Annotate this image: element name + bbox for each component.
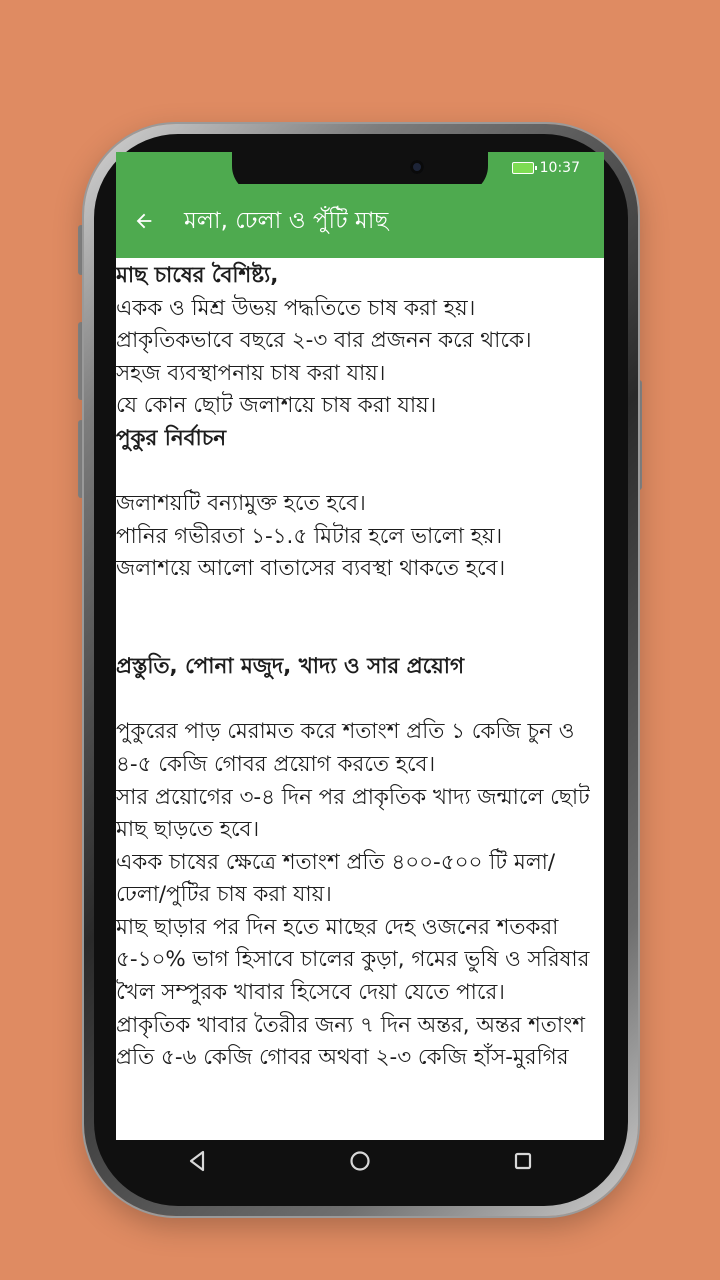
system-nav-bar — [116, 1140, 604, 1182]
status-indicators — [512, 158, 580, 178]
paragraph-line: সার প্রয়োগের ৩-৪ দিন পর প্রাকৃতিক খাদ্য জন্মালে ছোট মাছ ছাড়তে হবে। — [116, 784, 597, 843]
paragraph-line: একক চাষের ক্ষেত্রে শতাংশ প্রতি ৪০০-৫০০ টি মলা/ঢেলা/পুটির চাষ করা যায়। — [116, 849, 556, 908]
page-title: মলা, ঢেলা ও পুঁটি মাছ — [184, 207, 389, 234]
article-scroll-area[interactable] — [116, 258, 604, 1070]
app-bar — [116, 184, 604, 258]
paragraph-line: পুকুরের পাড় মেরামত করে শতাংশ প্রতি ১ কেজি চুন ও ৪-৫ কেজি গোবর প্রয়োগ করতে হবে। — [116, 719, 582, 777]
section-heading: পুকুর নির্বাচন — [116, 425, 227, 451]
blank-line — [116, 586, 604, 619]
blank-line — [116, 684, 604, 717]
status-time: 10:37 — [539, 160, 580, 176]
square-recents-icon[interactable] — [503, 1141, 543, 1181]
paragraph-line: প্রাকৃতিক খাবার তৈরীর জন্য ৭ দিন অন্তর, অন্তর শতাংশ প্রতি ৫-৬ কেজি গোবর অথবা ২-৩ কেজি হাঁস-মুরগির — [116, 1012, 585, 1071]
phone-screen — [116, 152, 604, 1140]
battery-icon — [512, 162, 534, 174]
paragraph-line: যে কোন ছোট জলাশয়ে চাষ করা যায়। — [116, 393, 437, 419]
section-heading: প্রস্তুতি, পোনা মজুদ, খাদ্য ও সার প্রয়োগ — [116, 654, 464, 680]
paragraph-line: সহজ ব্যবস্থাপনায় চাষ করা যায়। — [116, 360, 386, 386]
paragraph-line: একক ও মিশ্র উভয় পদ্ধতিতে চাষ করা হয়। — [116, 295, 476, 321]
blank-line — [116, 619, 604, 652]
triangle-back-icon[interactable] — [177, 1141, 217, 1181]
front-camera — [410, 160, 424, 174]
content-bottom-padding — [116, 1070, 604, 1140]
paragraph-line: মাছ ছাড়ার পর দিন হতে মাছের দেহ ওজনের শতকরা ৫-১০% ভাগ হিসাবে চালের কুড়া, গমের ভুষি ও সরিষার খৈল সম্পুরক খাবার হিসেবে দেয়া যেতে পারে। — [116, 914, 597, 1006]
paragraph-line: জলাশয়ে আলো বাতাসের ব্যবস্থা থাকতে হবে। — [116, 556, 506, 582]
article-body — [116, 258, 604, 1107]
blank-line — [116, 456, 604, 489]
section-heading: মাছ চাষের বৈশিষ্ট্য, — [116, 263, 279, 288]
paragraph-line: পানির গভীরতা ১-১.৫ মিটার হলে ভালো হয়। — [116, 523, 503, 549]
circle-home-icon[interactable] — [340, 1141, 380, 1181]
paragraph-line: জলাশয়টি বন্যামুক্ত হতে হবে। — [116, 491, 366, 517]
paragraph-line: প্রাকৃতিকভাবে বছরে ২-৩ বার প্রজনন করে থাকে। — [116, 328, 532, 354]
arrow-left-icon[interactable] — [118, 184, 170, 258]
